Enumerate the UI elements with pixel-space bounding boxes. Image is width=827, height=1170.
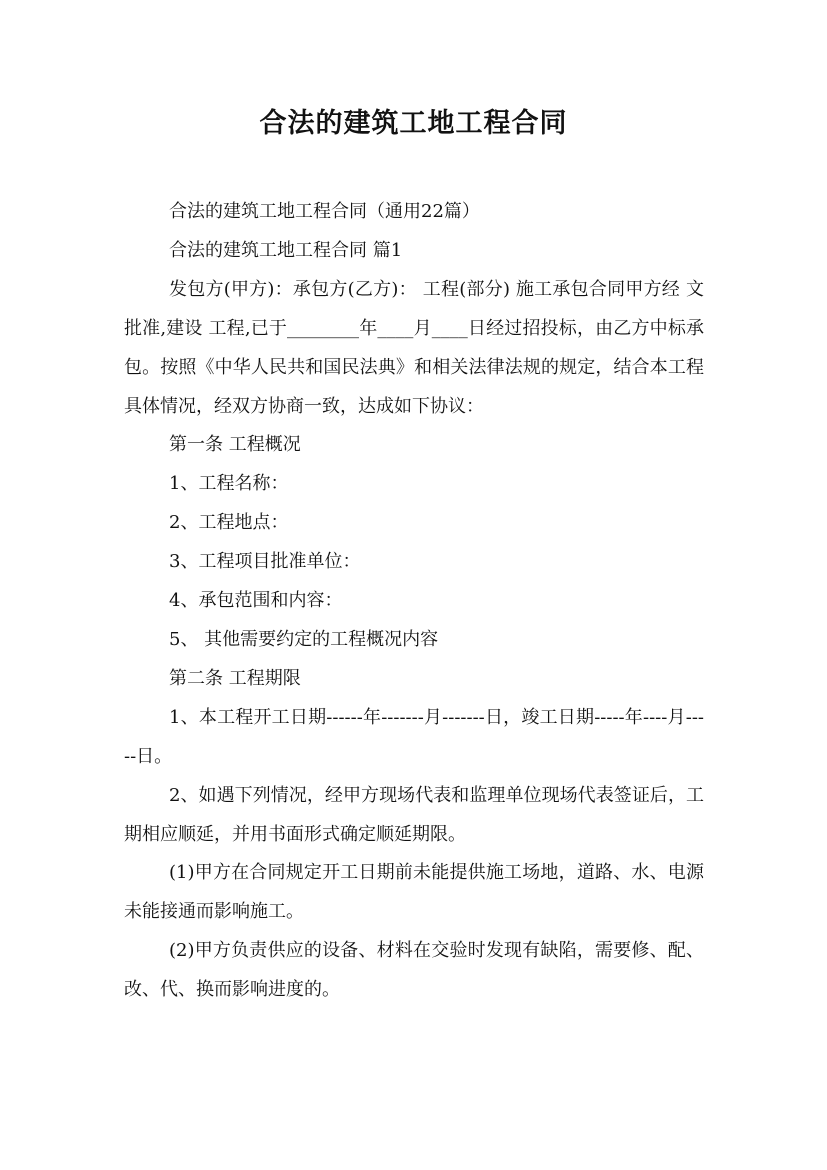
contract-preamble: 发包方(甲方)：承包方(乙方)： 工程(部分) 施工承包合同甲方经 文批准,建设 工程,已于________年____月____日经过招投标，由乙方中标承包。按照《中华人民共和国民法典》和相关法律法规的规定，结合本工程具体情况，经双方协商一致，达成如下协议： bbox=[124, 278, 704, 417]
clause-item: 2、工程地点： bbox=[169, 512, 289, 534]
sub-clause-item: (1)甲方在合同规定开工日期前未能提供施工场地，道路、水、电源未能接通而影响施工。 bbox=[124, 862, 704, 923]
sub-clause-item: (2)甲方负责供应的设备、材料在交验时发现有缺陷，需要修、配、改、代、换而影响进度的。 bbox=[124, 940, 704, 1001]
clause-item: 5、 其他需要约定的工程概况内容 bbox=[169, 628, 439, 650]
clause-item: 4、承包范围和内容： bbox=[169, 590, 343, 612]
clause-item: 1、本工程开工日期------年-------月-------日，竣工日期-----年----月-----日。 bbox=[124, 706, 704, 767]
document-subtitle: 合法的建筑工地工程合同（通用22篇） bbox=[169, 201, 480, 222]
document-body bbox=[124, 193, 704, 1010]
document-title: 合法的建筑工地工程合同 bbox=[259, 108, 568, 139]
clause-item: 1、工程名称： bbox=[169, 473, 289, 495]
article-heading: 第二条 工程期限 bbox=[169, 667, 301, 689]
clause-item: 2、如遇下列情况，经甲方现场代表和监理单位现场代表签证后，工期相应顺延，并用书面形式确定顺延期限。 bbox=[124, 784, 704, 845]
section-heading: 合法的建筑工地工程合同 篇1 bbox=[169, 239, 403, 261]
clause-item: 3、工程项目批准单位： bbox=[169, 551, 361, 573]
article-heading: 第一条 工程概况 bbox=[169, 434, 301, 456]
